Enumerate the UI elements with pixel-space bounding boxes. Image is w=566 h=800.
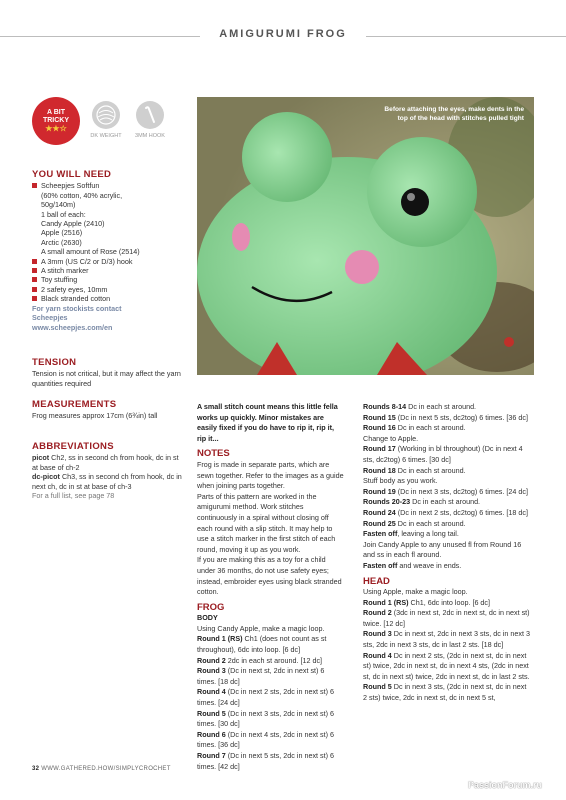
stockists-text: For yarn stockists contact <box>32 303 122 313</box>
notes-heading: NOTES <box>197 448 230 460</box>
pattern-column-2 <box>363 402 531 704</box>
round-line: Round 2 (3dc in next st, 2dc in next st, dc in next st) twice. [12 dc] <box>363 608 530 628</box>
frog-heading: FROG <box>197 601 225 613</box>
abbreviations-heading: ABBREVIATIONS <box>32 441 114 452</box>
round-line: Round 3 (Dc in next st, 2dc in next st) 6 times. [18 dc] <box>197 666 325 686</box>
difficulty-badge <box>32 97 80 145</box>
section-header <box>0 28 566 40</box>
frog-photo <box>197 97 534 375</box>
yarn-detail: Arctic (2630) <box>41 237 82 247</box>
stockists-brand: Scheepjes <box>32 313 68 323</box>
round-line: Join Candy Apple to any unused fl from Round 16 and ss in each fl around. <box>363 539 522 560</box>
round-line: Round 6 (Dc in next 4 sts, 2dc in next st) 6 times. [36 dc] <box>197 729 335 750</box>
badge-row <box>32 97 177 157</box>
frog-illustration <box>197 97 534 375</box>
round-line: Round 2 2dc in each st around. [12 dc] <box>197 655 323 665</box>
measurements-text: Frog measures approx 17cm (6¾in) tall <box>32 411 158 421</box>
bullet-square-icon <box>32 268 37 273</box>
round-line: Round 24 (Dc in next 2 sts, dc2tog) 6 times. [18 dc] <box>363 507 528 517</box>
head-intro: Using Apple, make a magic loop. <box>363 587 468 597</box>
note-paragraph: If you are making this as a toy for a child under 36 months, do not use safety eyes; instead, embroider eyes using black stranded cotton. <box>197 555 342 597</box>
bullet-square-icon <box>32 277 37 282</box>
round-line: Round 1 (RS) Ch1, 6dc into loop. [6 dc] <box>363 597 491 607</box>
bullet-square-icon <box>32 183 37 188</box>
need-item: Black stranded cotton <box>32 294 182 303</box>
round-line: Rounds 20-23 Dc in each st around. <box>363 497 481 507</box>
note-paragraph: Parts of this pattern are worked in the amigurumi method. Work stitches continuously in a spiral without closing off each round with a slip stitch. It may help to use a stitch marker in the first stitch of each round, moving it up as you work. <box>197 491 336 554</box>
round-line: Round 16 Dc in each st around. <box>363 423 466 433</box>
crochet-hook-icon <box>136 101 164 129</box>
yarn-ball-icon <box>92 101 120 129</box>
watermark: PassionForum.ru <box>467 780 542 790</box>
need-item: 2 safety eyes, 10mm <box>32 285 182 294</box>
round-line: Fasten off, leaving a long tail. <box>363 529 459 539</box>
tension-heading: TENSION <box>32 357 77 368</box>
bullet-square-icon <box>32 259 37 264</box>
need-item: A stitch marker <box>32 266 182 275</box>
round-line: Rounds 8-14 Dc in each st around. <box>363 402 477 411</box>
stockists-link[interactable]: www.scheepjes.com/en <box>32 322 113 332</box>
page-footer <box>32 766 171 772</box>
measurements-heading: MEASUREMENTS <box>32 399 117 410</box>
footer-url[interactable]: WWW.GATHERED.HOW/SIMPLYCROCHET <box>41 766 171 772</box>
round-line: Round 4 (Dc in next 2 sts, 2dc in next st) 6 times. [24 dc] <box>197 687 335 708</box>
note-paragraph: Frog is made in separate parts, which are sewn together. Refer to the images as a guide when joining parts together. <box>197 459 344 491</box>
round-line: Round 1 (RS) Ch1 (does not count as st throughout), 6dc into loop. [6 dc] <box>197 634 327 655</box>
need-item: Scheepjes Softfun <box>32 181 182 190</box>
round-line: Round 15 (Dc in next 5 sts, dc2tog) 6 times. [36 dc] <box>363 412 528 422</box>
round-line: Round 19 (Dc in next 3 sts, dc2tog) 6 times. [24 dc] <box>363 486 528 496</box>
yarn-weight-badge <box>88 97 124 157</box>
round-line: Stuff body as you work. <box>363 476 438 486</box>
you-will-need-heading: YOU WILL NEED <box>32 169 112 180</box>
bullet-square-icon <box>32 296 37 301</box>
section-title: AMIGURUMI FROG <box>211 28 355 40</box>
round-line: Round 3 Dc in next st, 2dc in next 3 sts, dc in next 3 sts, 2dc in next 3 sts, dc in last 2 sts. [18 dc] <box>363 629 530 650</box>
need-item: Toy stuffing <box>32 275 182 284</box>
round-line: Round 5 Dc in next 3 sts, (2dc in next st, dc in next 2 sts) twice, 2dc in next st, dc in next 5 st, <box>363 682 527 703</box>
body-intro: Using Candy Apple, make a magic loop. <box>197 623 325 633</box>
you-will-need-section <box>32 170 182 332</box>
round-line: Round 17 (Working in bl throughout) (Dc in next 4 sts, dc2tog) 6 times. [30 dc] <box>363 444 523 464</box>
yarn-weight-label: DK WEIGHT <box>90 133 122 139</box>
hook-size-label: 3MM HOOK <box>135 133 165 139</box>
difficulty-line2: TRICKY <box>42 117 70 124</box>
difficulty-line1: A BIT <box>46 109 66 116</box>
intro-text: A small stitch count means this little fella works up quickly. Minor mistakes are easily fixed if you do have to rip it, rip it, rip it... <box>197 402 338 443</box>
need-item: A 3mm (US C/2 or D/3) hook <box>32 257 182 266</box>
difficulty-stars: ★★☆ <box>45 124 67 133</box>
yarn-detail: (60% cotton, 40% acrylic, <box>41 190 123 200</box>
yarn-detail: Candy Apple (2410) <box>41 219 105 229</box>
round-line: Round 18 Dc in each st around. <box>363 465 466 475</box>
round-line: Round 7 (Dc in next 5 sts, 2dc in next st) 6 times. [42 dc] <box>197 751 335 771</box>
round-line: Round 4 Dc in next 2 sts, (2dc in next st, dc in next st) twice, 2dc in next st, dc in next 4 sts, (2dc in next st, dc in next st) twice, 2dc in next st, dc in last 2 sts. <box>363 650 530 681</box>
full-list-link[interactable]: For a full list, see page 78 <box>32 491 115 501</box>
head-heading: HEAD <box>363 575 390 587</box>
round-line: Round 5 (Dc in next 3 sts, 2dc in next st) 6 times. [30 dc] <box>197 708 335 729</box>
abbreviations-section <box>32 442 182 500</box>
tension-section <box>32 358 182 388</box>
photo-caption: Before attaching the eyes, make dents in the top of the head with stitches pulled tight <box>384 106 524 122</box>
pattern-column-1 <box>197 402 345 772</box>
yarn-detail: Apple (2516) <box>41 228 83 238</box>
yarn-detail: 1 ball of each: <box>41 209 86 219</box>
abbrev-dc-picot: dc-picot Ch3, ss in second ch from hook, dc in next ch, dc in st at base of ch-3 <box>32 472 182 491</box>
round-line: Fasten off and weave in ends. <box>363 560 462 570</box>
yarn-detail: 50g/140m) <box>41 200 76 210</box>
tension-text: Tension is not critical, but it may affect the yarn quantities required <box>32 369 181 388</box>
round-line: Round 25 Dc in each st around. <box>363 518 466 528</box>
page-number: 32 <box>32 766 40 772</box>
yarn-detail: A small amount of Rose (2514) <box>41 247 140 257</box>
measurements-section <box>32 400 182 421</box>
hook-badge <box>132 97 168 157</box>
abbrev-picot: picot Ch2, ss in second ch from hook, dc in st at base of ch-2 <box>32 453 179 472</box>
body-heading: BODY <box>197 613 218 623</box>
bullet-square-icon <box>32 287 37 292</box>
round-line: Change to Apple. <box>363 433 419 443</box>
